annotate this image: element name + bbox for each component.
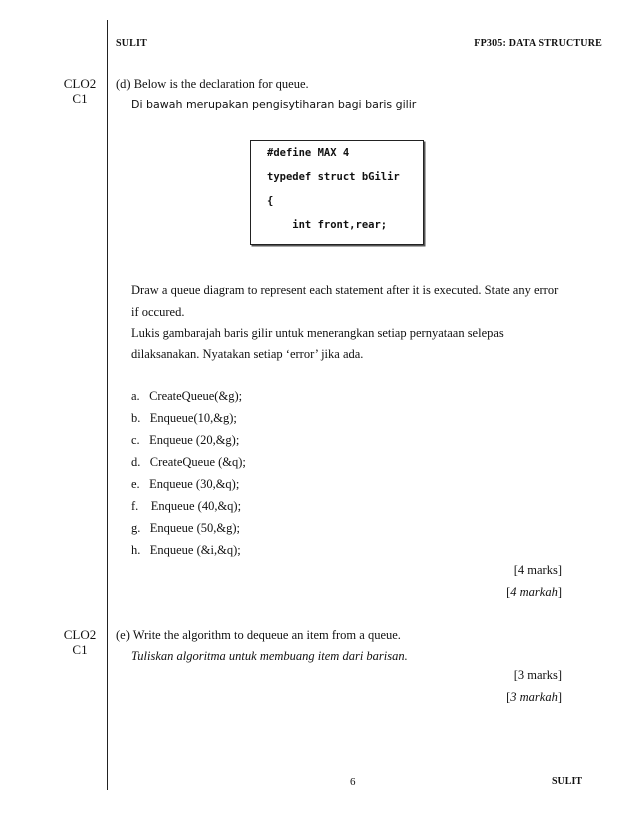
bracket: ]	[557, 690, 562, 704]
statement-text: CreateQueue(&g);	[149, 389, 243, 403]
bracket: [	[506, 585, 511, 599]
marks-ms-text: 4 markah	[510, 585, 558, 599]
statement-letter: h.	[131, 543, 141, 557]
statement-letter: b.	[131, 411, 141, 425]
statement-item	[131, 454, 246, 470]
statement-item	[131, 432, 239, 448]
code-line: int front,rear;	[267, 219, 388, 231]
clo-code: CLO2	[63, 627, 97, 642]
question-e-clo	[60, 627, 100, 657]
statement-letter: d.	[131, 455, 141, 469]
bracket: [	[506, 690, 511, 704]
question-e-text-ms: Tuliskan algoritma untuk membuang item dari barisan.	[131, 649, 408, 663]
code-line: #define MAX 4	[267, 147, 350, 159]
instruction-en-line2: if occured.	[131, 305, 185, 319]
margin-rule	[107, 20, 108, 790]
instruction-ms-line2: dilaksanakan. Nyatakan setiap ‘error’ jika ada.	[131, 347, 364, 361]
cognitive-level: C1	[72, 642, 88, 657]
statement-letter: c.	[131, 433, 140, 447]
marks-ms-text: 3 markah	[510, 690, 558, 704]
instruction-ms-line1: Lukis gambarajah baris gilir untuk menerangkan setiap pernyataan selepas	[131, 326, 504, 340]
statement-item	[131, 520, 240, 536]
statement-item	[131, 498, 241, 514]
statement-text: Enqueue (50,&g);	[149, 521, 241, 535]
statement-letter: a.	[131, 389, 140, 403]
statement-item	[131, 388, 242, 404]
code-line: typedef struct bGilir	[267, 171, 400, 183]
question-d-text-ms: Di bawah merupakan pengisytiharan bagi baris gilir	[131, 98, 417, 111]
statement-text: Enqueue (20,&g);	[149, 433, 240, 447]
statement-letter: f.	[131, 499, 139, 513]
code-line: {	[267, 195, 274, 207]
question-d-text-en: (d) Below is the declaration for queue.	[116, 77, 309, 91]
marks-ms	[506, 585, 562, 600]
footer-sulit: SULIT	[551, 776, 582, 787]
statement-text: Enqueue (40,&q);	[150, 499, 242, 513]
statement-letter: e.	[131, 477, 140, 491]
statement-text: Enqueue (&i,&q);	[149, 543, 241, 557]
code-box	[250, 140, 424, 245]
statement-text: CreateQueue (&q);	[149, 455, 246, 469]
statement-letter: g.	[131, 521, 141, 535]
clo-code: CLO2	[63, 76, 97, 91]
marks-ms	[506, 690, 562, 705]
cognitive-level: C1	[72, 91, 88, 106]
header-sulit: SULIT	[116, 38, 148, 49]
statement-item	[131, 410, 237, 426]
instruction-en-line1: Draw a queue diagram to represent each statement after it is executed. State any error	[131, 283, 559, 297]
statement-text: Enqueue (30,&q);	[149, 477, 240, 491]
bracket: ]	[557, 585, 562, 599]
page-number: 6	[350, 776, 356, 788]
question-e-text-en: (e) Write the algorithm to dequeue an item from a queue.	[116, 628, 401, 642]
question-d-clo	[60, 76, 100, 106]
marks-en: [3 marks]	[513, 668, 562, 682]
statement-item	[131, 476, 239, 492]
statement-text: Enqueue(10,&g);	[149, 411, 237, 425]
statement-item	[131, 542, 241, 558]
header-course: FP305: DATA STRUCTURE	[474, 38, 602, 49]
marks-en: [4 marks]	[513, 563, 562, 577]
